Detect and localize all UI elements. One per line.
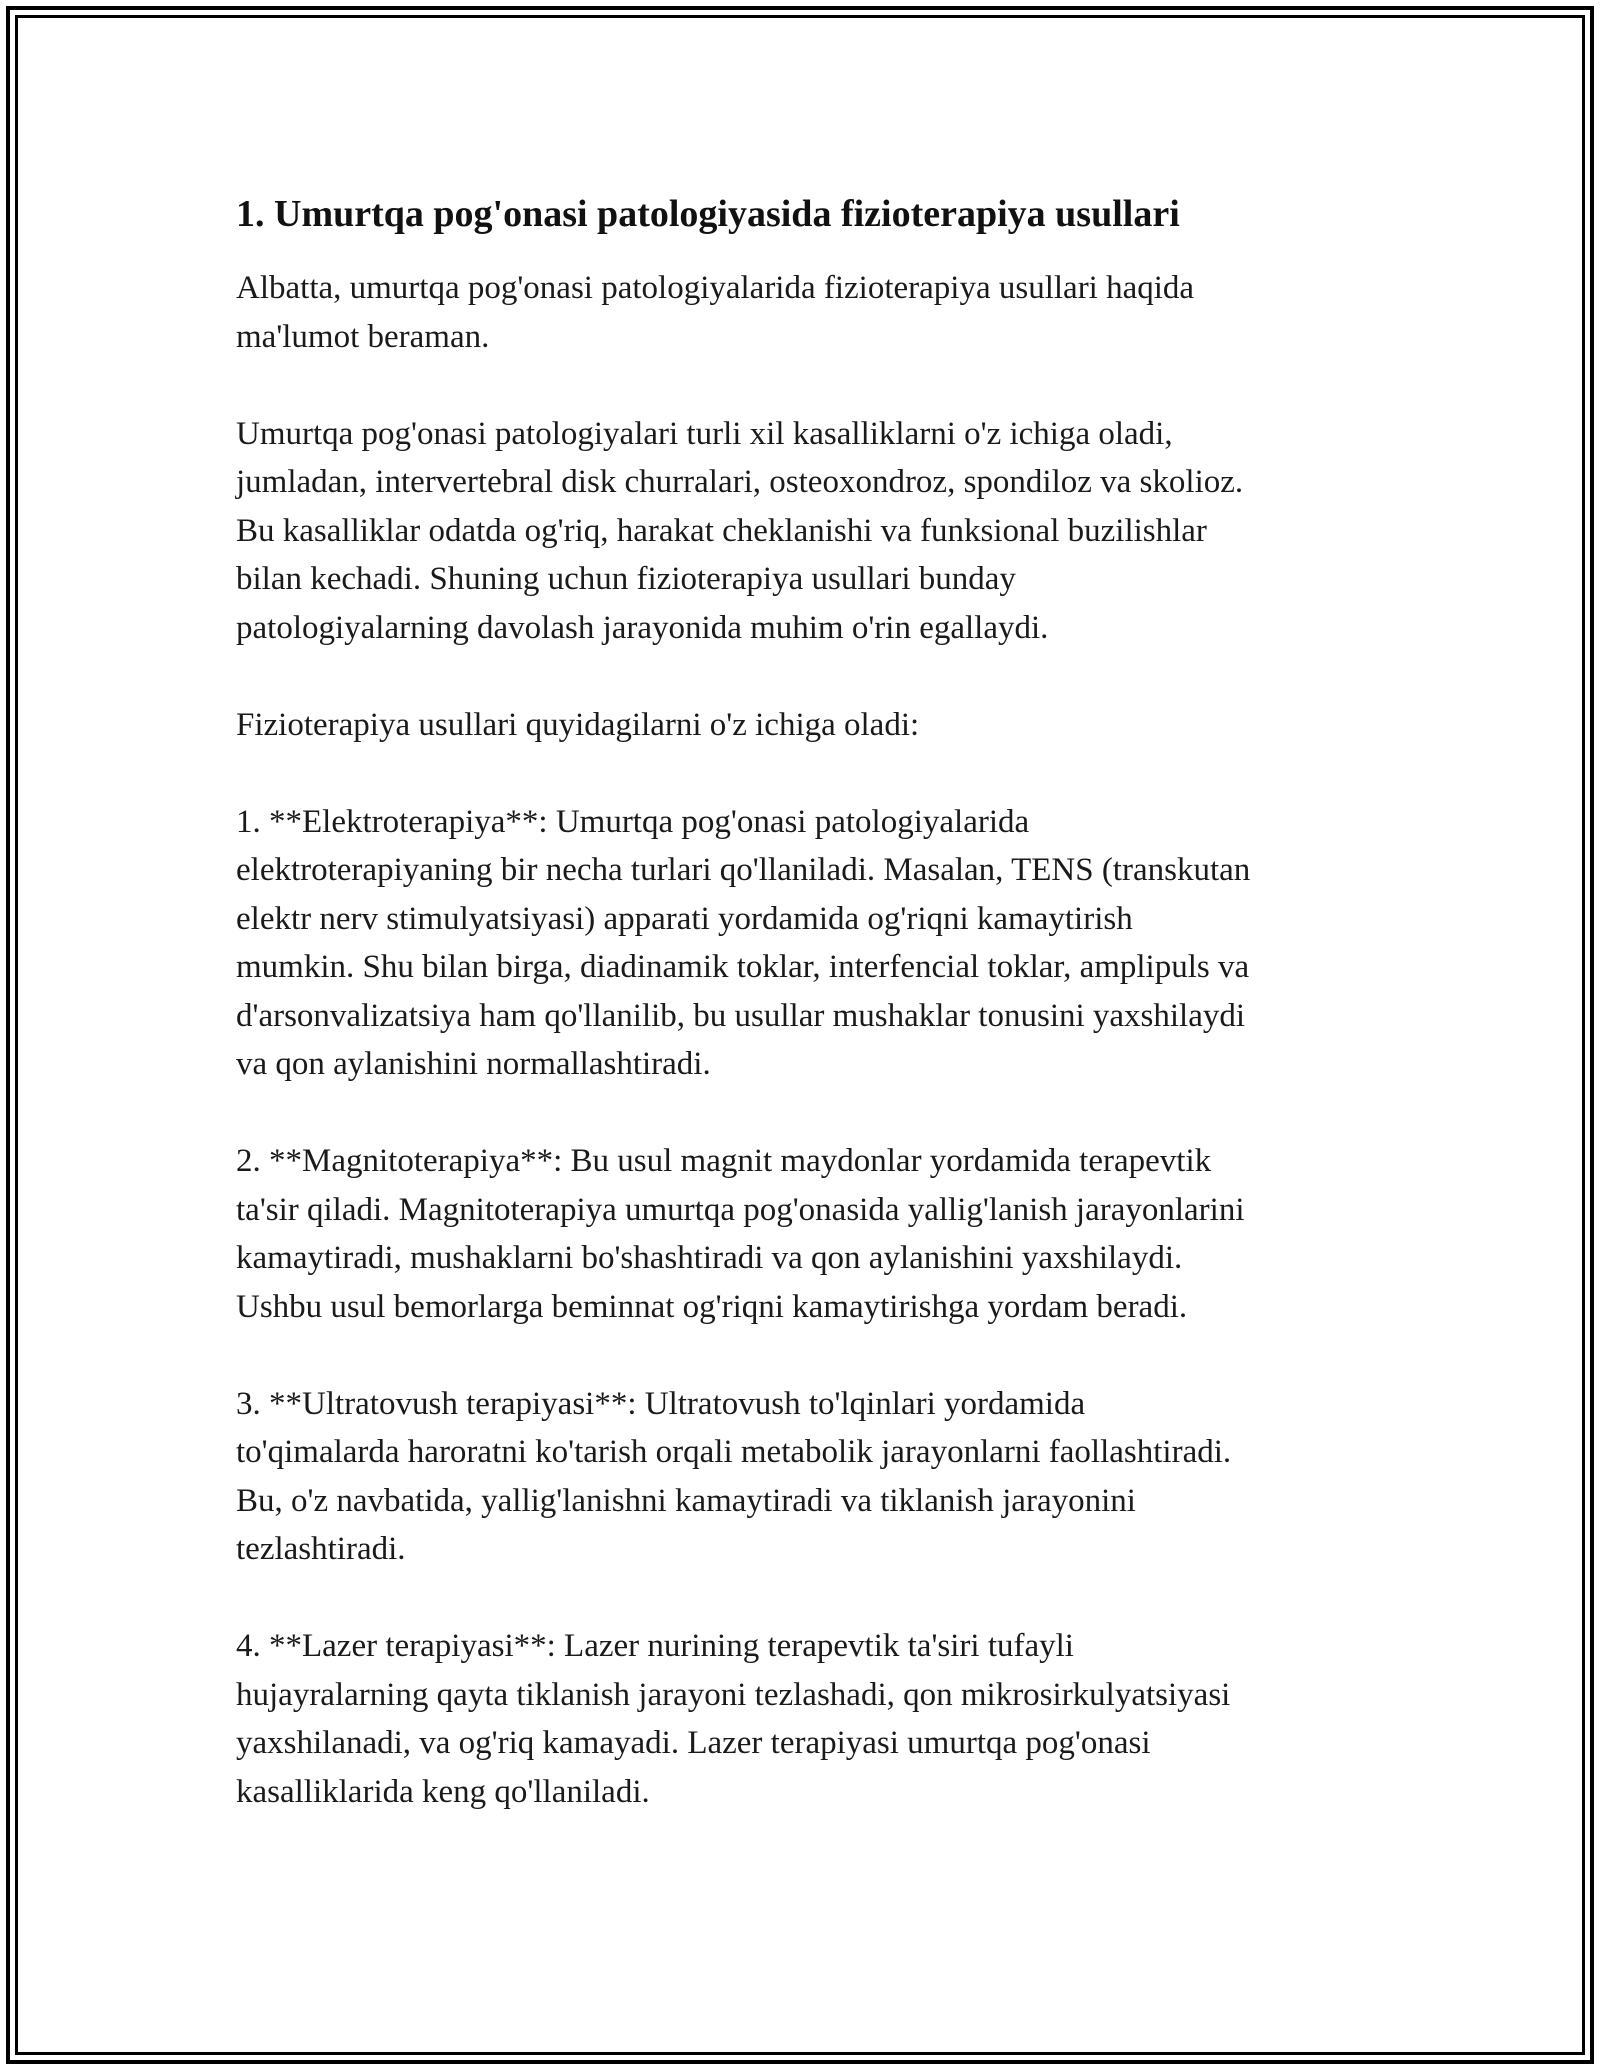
paragraph-overview: Umurtqa pog'onasi patologiyalari turli xil kasalliklarni o'z ichiga oladi, jumladan, intervertebral disk churralari, osteoxondroz, spondiloz va skolioz. Bu kasalliklar odatda og'riq, harakat cheklanishi va funksional buzilishlar bilan kechadi. Shuning uchun fizioterapiya usullari bunday patologiyalarning davolash jarayonida muhim o'rin egallaydi. (236, 415, 1244, 646)
document-body (236, 186, 1376, 1865)
paragraph-ultrasound-therapy: 3. **Ultratovush terapiyasi**: Ultratovush to'lqinlari yordamida to'qimalarda haroratni ko'tarish orqali metabolik jarayonlarni faollashtiradi. Bu, o'z navbatida, yallig'lanishni kamaytiradi va tiklanish jarayonini tezlashtiradi. (236, 1385, 1232, 1567)
document-title: 1. Umurtqa pog'onasi patologiyasida fizioterapiya usullari (236, 193, 1180, 235)
paragraph-methods-intro: Fizioterapiya usullari quyidagilarni o'z ichiga oladi: (236, 706, 920, 743)
paragraph-intro: Albatta, umurtqa pog'onasi patologiyalarida fizioterapiya usullari haqida ma'lumot beraman. (236, 270, 1195, 355)
paragraph-electrotherapy: 1. **Elektroterapiya**: Umurtqa pog'onasi patologiyalarida elektroterapiyaning bir necha turlari qo'llaniladi. Masalan, TENS (transkutan elektr nerv stimulyatsiyasi) apparati yordamida og'riqni kamaytirish mumkin. Shu bilan birga, diadinamik toklar, interfencial toklar, amplipuls va d'arsonvalizatsiya ham qo'llanilib, bu usullar mushaklar tonusini yaxshilaydi va qon aylanishini normallashtiradi. (236, 803, 1251, 1082)
paragraph-laser-therapy: 4. **Lazer terapiyasi**: Lazer nurining terapevtik ta'siri tufayli hujayralarning qayta tiklanish jarayoni tezlashadi, qon mikrosirkulyatsiyasi yaxshilanadi, va og'riq kamayadi. Lazer terapiyasi umurtqa pog'onasi kasalliklarida keng qo'llaniladi. (236, 1628, 1231, 1810)
paragraph-magnetotherapy: 2. **Magnitoterapiya**: Bu usul magnit maydonlar yordamida terapevtik ta'sir qiladi. Magnitoterapiya umurtqa pog'onasida yallig'lanish jarayonlarini kamaytiradi, mushaklarni bo'shashtiradi va qon aylanishini yaxshilaydi. Ushbu usul bemorlarga beminnat og'riqni kamaytirishga yordam beradi. (236, 1143, 1245, 1325)
